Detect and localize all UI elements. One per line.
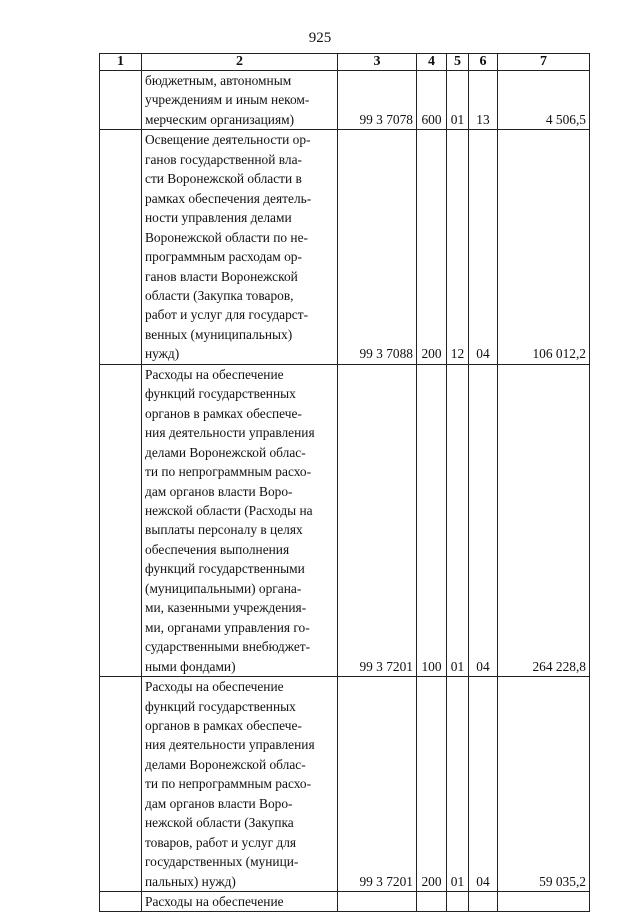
description-line: ганов государственной вла- (145, 151, 302, 167)
code-cell: 99 3 7201 (338, 364, 417, 676)
description-line: бюджетным, автономным (145, 73, 292, 88)
amount-cell (498, 892, 590, 912)
description-line: делами Воронежской облас- (145, 756, 306, 772)
section-cell: 01 (447, 71, 469, 130)
description-line: Расходы на обеспечение (145, 894, 284, 910)
description-line: функций государственных (145, 698, 296, 714)
description-line: венных (муниципальных) (145, 326, 293, 342)
expense-type-cell: 200 (417, 677, 447, 892)
description-line: нежской области (Расходы на (145, 502, 313, 518)
description-line: ми, казенными учреждения- (145, 600, 307, 616)
amount-cell: 264 228,8 (498, 364, 590, 676)
section-cell: 01 (447, 677, 469, 892)
description-line: делами Воронежской облас- (145, 444, 306, 460)
page-number: 925 (308, 30, 332, 46)
row-number-cell (100, 892, 142, 912)
description-line: учреждениям и иным неком- (145, 92, 310, 108)
table-row (100, 892, 590, 912)
description-cell (142, 71, 338, 130)
table-row (100, 71, 590, 130)
description-cell (142, 364, 338, 676)
code-cell: 99 3 7088 (338, 130, 417, 364)
row-number-cell (100, 677, 142, 892)
column-header: 4 (417, 54, 447, 71)
description-line: ти по непрограммным расхо- (145, 464, 312, 480)
column-header: 5 (447, 54, 469, 71)
subsection-cell (469, 892, 498, 912)
description-line: рамках обеспечения деятель- (145, 190, 312, 206)
description-line: программным расходам ор- (145, 249, 302, 265)
section-cell: 12 (447, 130, 469, 364)
description-cell (142, 130, 338, 364)
column-header: 2 (142, 54, 338, 71)
section-cell: 01 (447, 364, 469, 676)
subsection-cell: 04 (469, 364, 498, 676)
column-header: 7 (498, 54, 590, 71)
description-line: Расходы на обеспечение (145, 366, 284, 382)
description-line: функций государственными (145, 561, 305, 577)
description-line: выплаты персоналу в целях (145, 522, 303, 538)
column-header: 6 (469, 54, 498, 71)
row-number-cell (100, 364, 142, 676)
expense-type-cell: 600 (417, 71, 447, 130)
description-line: функций государственных (145, 386, 296, 402)
code-cell (338, 892, 417, 912)
amount-cell: 4 506,5 (498, 71, 590, 130)
row-number-cell (100, 71, 142, 130)
description-line: органов в рамках обеспече- (145, 717, 302, 733)
amount-cell: 106 012,2 (498, 130, 590, 364)
description-line: ния деятельности управления (145, 425, 315, 441)
amount-cell: 59 035,2 (498, 677, 590, 892)
description-line: мерческим организациям) (145, 111, 295, 127)
table-row (100, 364, 590, 676)
description-line: ганов власти Воронежской (145, 268, 298, 284)
subsection-cell: 04 (469, 130, 498, 364)
description-line: государственных (муници- (145, 854, 299, 870)
subsection-cell: 04 (469, 677, 498, 892)
budget-table (99, 53, 590, 912)
description-line: дам органов власти Воро- (145, 483, 293, 499)
description-line: ти по непрограммным расхо- (145, 776, 312, 792)
code-cell: 99 3 7078 (338, 71, 417, 130)
description-line: Воронежской области по не- (145, 229, 309, 245)
description-line: дам органов власти Воро- (145, 795, 293, 811)
section-cell (447, 892, 469, 912)
description-line: ными фондами) (145, 658, 236, 674)
expense-type-cell: 200 (417, 130, 447, 364)
column-header: 3 (338, 54, 417, 71)
description-line: нужд) (145, 346, 180, 362)
table-header-row (100, 54, 590, 71)
description-line: работ и услуг для государст- (145, 307, 309, 323)
description-line: сударственными внебюджет- (145, 639, 311, 655)
description-line: пальных) нужд) (145, 873, 236, 889)
table-row (100, 677, 590, 892)
description-line: (муниципальными) органа- (145, 580, 302, 596)
code-cell: 99 3 7201 (338, 677, 417, 892)
description-line: обеспечения выполнения (145, 541, 290, 557)
description-line: ми, органами управления го- (145, 619, 310, 635)
expense-type-cell: 100 (417, 364, 447, 676)
description-line: Освещение деятельности ор- (145, 132, 311, 148)
description-line: ния деятельности управления (145, 737, 315, 753)
description-line: органов в рамках обеспече- (145, 405, 302, 421)
row-number-cell (100, 130, 142, 364)
description-line: ности управления делами (145, 210, 292, 226)
column-header: 1 (100, 54, 142, 71)
expense-type-cell (417, 892, 447, 912)
table-row (100, 130, 590, 364)
description-line: области (Закупка товаров, (145, 287, 294, 303)
subsection-cell: 13 (469, 71, 498, 130)
description-cell (142, 892, 338, 912)
description-line: сти Воронежской области в (145, 171, 302, 187)
description-cell (142, 677, 338, 892)
description-line: Расходы на обеспечение (145, 679, 284, 695)
description-line: нежской области (Закупка (145, 815, 294, 831)
description-line: товаров, работ и услуг для (145, 834, 297, 850)
